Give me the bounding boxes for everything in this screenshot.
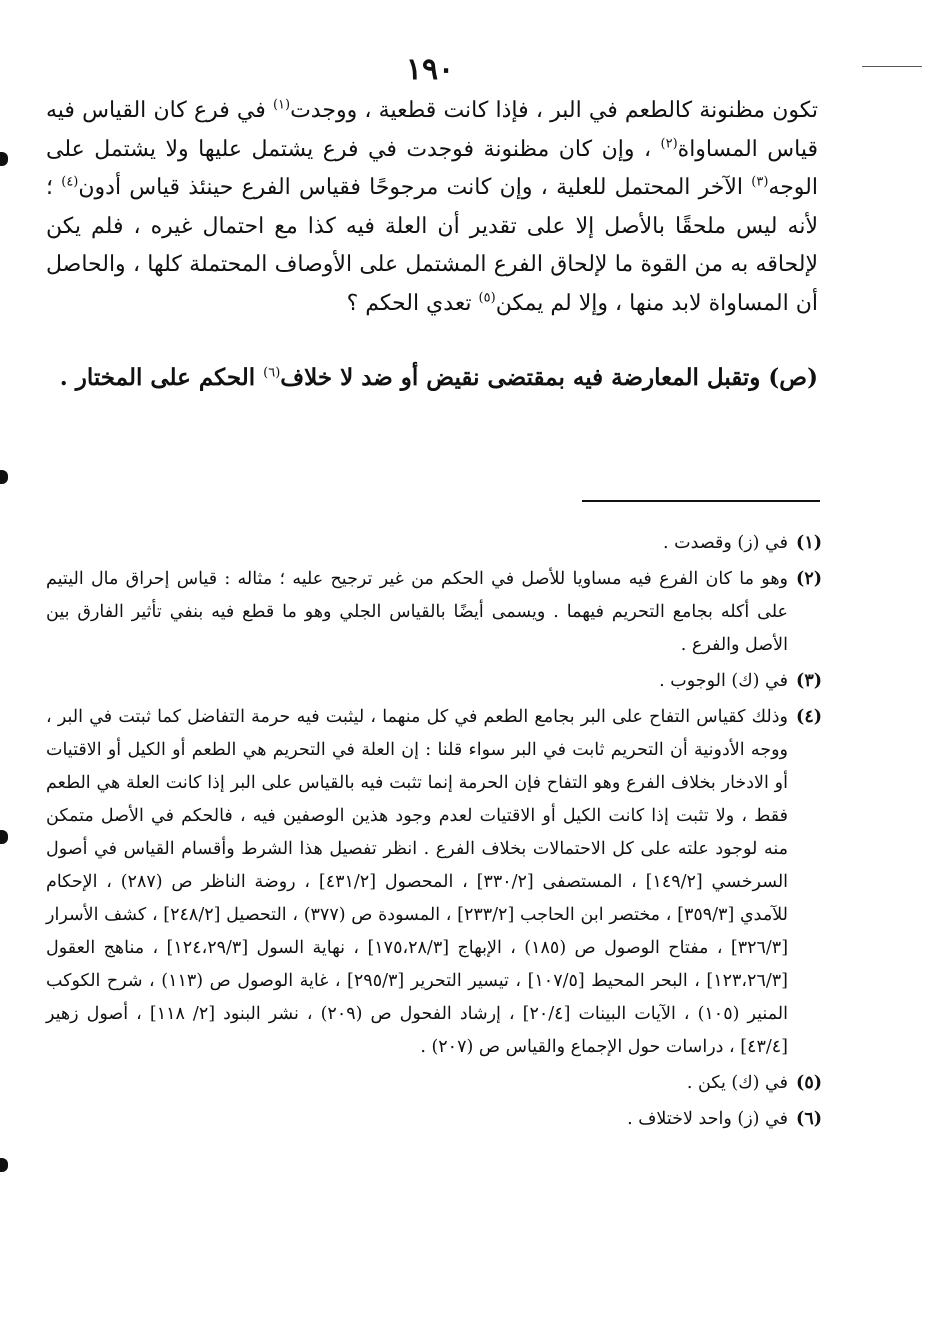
ruling-paragraph (46, 358, 818, 398)
text-segment: تعدي الحكم ؟ (346, 290, 479, 316)
text-segment: في فرع كان القياس فيه قياس المساواة (46, 98, 818, 162)
footnote-separator (582, 500, 820, 502)
footnote-number: (٢) (796, 569, 822, 589)
binding-hole-mark (0, 1158, 8, 1172)
page-number: ١٩٠ (405, 52, 455, 87)
footnote-ref: (٢) (660, 136, 678, 152)
main-text (46, 92, 818, 323)
footnote-number: (٥) (796, 1073, 822, 1093)
text-segment: تكون مظنونة كالطعم في البر ، فإذا كانت قطعية ، ووجدت (290, 98, 818, 123)
footnote-item (46, 701, 822, 1064)
footnote-number: (٣) (796, 671, 822, 691)
text-segment: (ص) وتقبل المعارضة فيه بمقتضى نقيض أو ضد لا خلاف (280, 364, 818, 391)
footnote-text: في (ك) الوجوب . (659, 671, 788, 691)
text-segment: ، وإن كان مظنونة فوجدت في فرع يشتمل عليها ولا يشتمل على الوجه (46, 136, 818, 200)
footnote-number: (١) (796, 533, 822, 553)
footnotes-list (46, 527, 822, 1139)
footnote-text: في (ك) يكن . (686, 1073, 788, 1093)
footnote-ref: (٤) (61, 174, 79, 190)
footnote-item (46, 1067, 822, 1100)
footnote-text: وذلك كقياس التفاح على البر بجامع الطعم في كل منهما ، ليثبت فيه حرمة التفاضل كما ثبتت في البر ، ووجه الأدونية أن التحريم ثابت في البر سواء قلنا : إن العلة في التحريم هي الطعم أو الكيل أو الاقتيات أو الادخار بخلاف الفرع وهو التفاح فإن الحرمة إنما تثبت فيه بالقياس على البر إذا كانت العلة هي الطعم فقط ، ولا تثبت إذا كانت الكيل أو الاقتيات لعدم وجود هذين الوصفين فيه ، فالحكم في الأصل متمكن منه لوجود علته على كل الاحتمالات بخلاف الفرع . انظر تفصيل هذا الشرط وأقسام القياس في أصول السرخسي [١٤٩/٢] ، المستصفى [٣٣٠/٢] ، المحصول [٤٣١/٢] ، روضة الناظر ص (٢٨٧) ، الإحكام للآمدي [٣٥٩/٣] ، مختصر ابن الحاجب [٢٣٣/٢] ، المسودة ص (٣٧٧) ، التحصيل [٢٤٨/٢] ، كشف الأسرار [٣٢٦/٣] ، مفتاح الوصول ص (١٨٥) ، الإبهاج [١٧٥،٢٨/٣] ، نهاية السول [١٢٤،٢٩/٣] ، مناهج العقول [١٢٣،٢٦/٣] ، البحر المحيط [١٠٧/٥] ، تيسير التحرير [٢٩٥/٣] ، غاية الوصول ص (١١٣) ، شرح الكوكب المنير (١٠٥) ، الآيات البينات [٢٠/٤] ، إرشاد الفحول ص (٢٠٩) ، نشر البنود [٢/ ١١٨] ، أصول زهير [٤٣/٤] ، دراسات حول الإجماع والقياس ص (٢٠٧) . (46, 707, 789, 1057)
footnote-ref: (١) (272, 97, 291, 113)
footnote-number: (٤) (796, 707, 822, 727)
footnote-item (46, 563, 822, 662)
text-segment: الآخر المحتمل للعلية ، وإن كانت مرجوحًا فقياس الفرع حينئذ قياس أدون (78, 175, 752, 200)
footnote-ref: (٣) (751, 174, 769, 190)
binding-hole-mark (0, 470, 8, 484)
footnote-item (46, 1103, 822, 1136)
binding-hole-mark (0, 152, 8, 166)
text-segment: الحكم على المختار . (59, 364, 264, 391)
header-rule (862, 66, 922, 67)
footnote-ref: (٦) (263, 365, 281, 381)
footnote-text: في (ز) وقصدت . (663, 533, 788, 553)
footnote-text: وهو ما كان الفرع فيه مساويا للأصل في الحكم من غير ترجيح عليه ؛ مثاله : قياس إحراق مال اليتيم على أكله بجامع التحريم فيهما . ويسمى أيضًا بالقياس الجلي وهو ما قطع فيه بنفي تأثير الفارق بين الأصل والفرع . (46, 569, 788, 655)
footnote-item (46, 527, 822, 560)
footnote-text: في (ز) واحد لاختلاف . (627, 1109, 788, 1129)
footnote-item (46, 665, 822, 698)
footnote-ref: (٥) (478, 290, 496, 306)
footnote-number: (٦) (796, 1109, 822, 1129)
binding-hole-mark (0, 830, 8, 844)
text-segment: ؛ لأنه ليس ملحقًا بالأصل إلا على تقدير أن العلة فيه كذا مع احتمال غيره ، فلم يكن لإلحاقه به من القوة ما لإلحاق الفرع المشتمل على الأوصاف المحتملة كلها ، والحاصل أن المساواة لابد منها ، وإلا لم يمكن (46, 175, 818, 316)
main-paragraph (46, 92, 818, 323)
